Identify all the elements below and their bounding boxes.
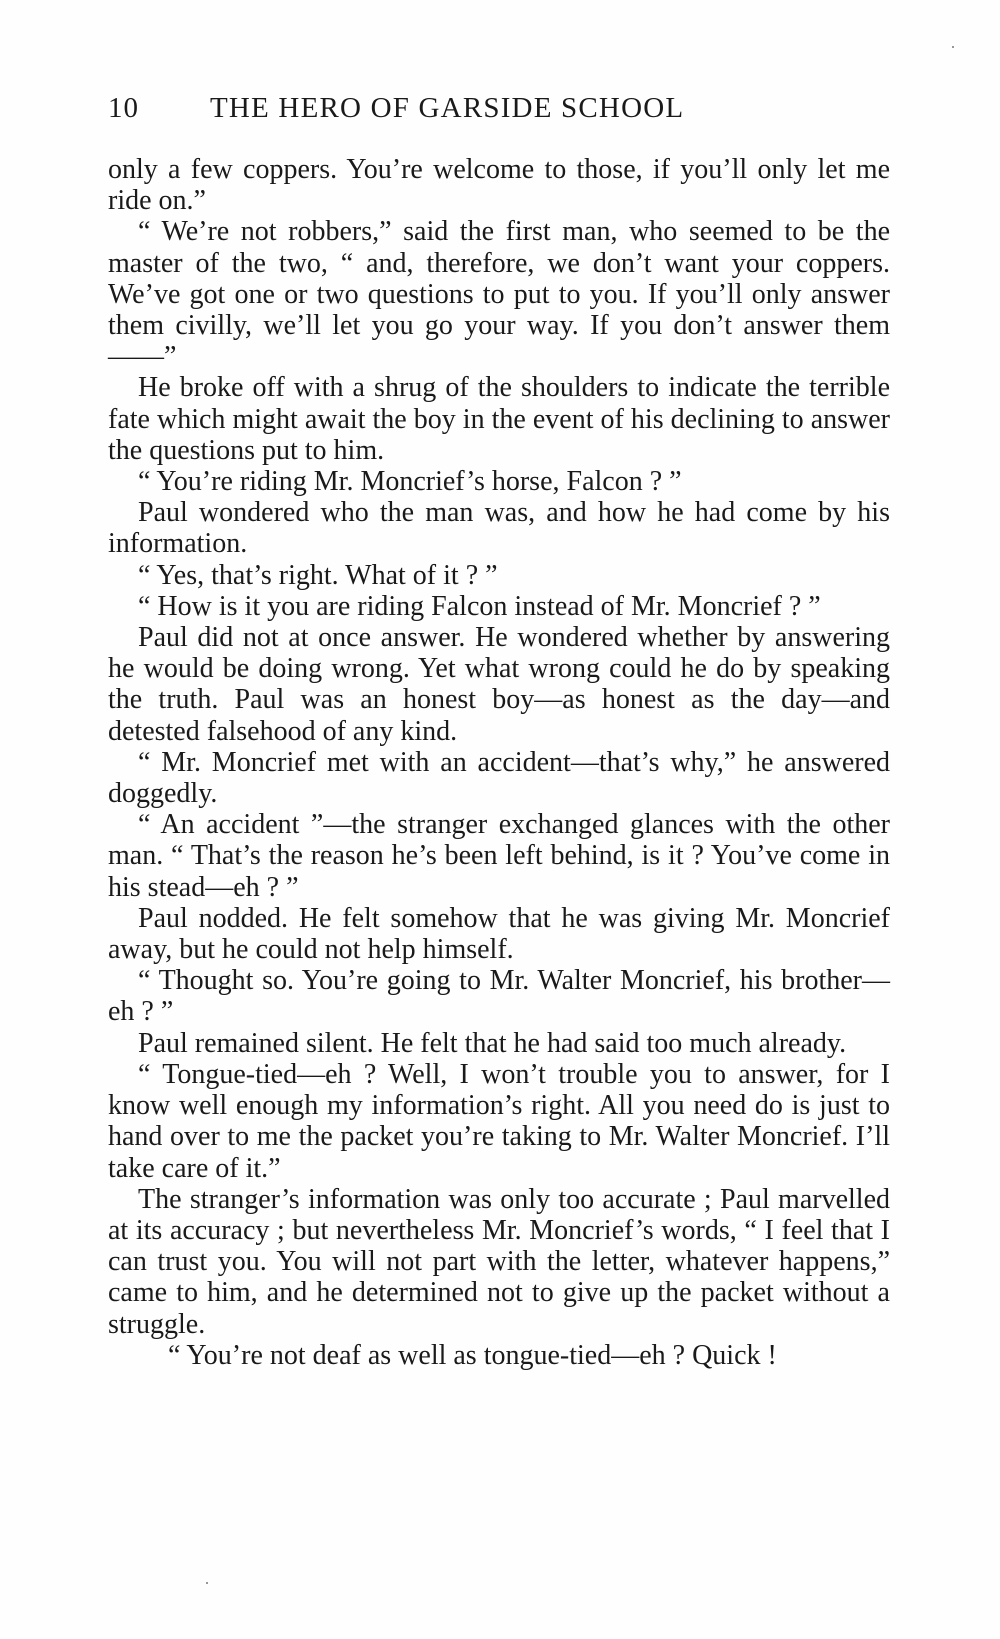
paragraph-14: “ Tongue-tied—eh ? Well, I won’t trouble you to answer, for I know well enough my information’s right. All you need do is just to hand over to me the packet you’re taking to Mr. Walter Moncrief. I’ll take care of it.” bbox=[108, 1058, 890, 1184]
paragraph-5: Paul wondered who the man was, and how he had come by his information. bbox=[108, 497, 890, 560]
paragraph-10: “ An accident ”—the stranger exchanged glances with the other man. “ That’s the reason he’s been left behind, is it ? You’ve come in his stead—eh ? ” bbox=[108, 809, 890, 903]
paragraph-8: Paul did not at once answer. He wondered whether by answering he would be doing wrong. Yet what wrong could he do by speaking the truth. Paul was an honest boy—as honest as the day—and detested falsehood of any kind. bbox=[108, 622, 890, 747]
paragraph-1: only a few coppers. You’re welcome to those, if you’ll only let me ride on.” bbox=[108, 154, 890, 217]
paragraph-6: “ Yes, that’s right. What of it ? ” bbox=[138, 559, 498, 591]
paragraph-7: “ How is it you are riding Falcon instead of Mr. Moncrief ? ” bbox=[138, 590, 821, 622]
page-number: 10 bbox=[108, 92, 139, 124]
paragraph-2: “ We’re not robbers,” said the first man, who seemed to be the master of the two, “ and, therefore, we don’t want your coppers. We’ve got one or two questions to put to you. If you’ll only answer them civilly, we’ll let you go your way. If you don’t answer them——” bbox=[108, 216, 890, 373]
paragraph-9: “ Mr. Moncrief met with an accident—that’s why,” he answered doggedly. bbox=[108, 746, 890, 810]
paragraph-11: Paul nodded. He felt somehow that he was giving Mr. Moncrief away, but he could not help himself. bbox=[108, 902, 890, 966]
paragraph-3: He broke off with a shrug of the shoulders to indicate the terrible fate which might await the boy in the event of his declining to answer the questions put to him. bbox=[108, 372, 890, 466]
body-text bbox=[108, 154, 890, 1371]
paragraph-4: “ You’re riding Mr. Moncrief’s horse, Falcon ? ” bbox=[138, 466, 682, 498]
paragraph-13: Paul remained silent. He felt that he had said too much already. bbox=[138, 1027, 847, 1059]
print-speck bbox=[952, 46, 954, 48]
paragraph-15: The stranger’s information was only too accurate ; Paul marvelled at its accuracy ; but nevertheless Mr. Moncrief’s words, “ I feel that I can trust you. You will not part with the letter, whatever happens,” came to him, and he determined not to give up the packet without a struggle. bbox=[108, 1183, 890, 1340]
paragraph-12: “ Thought so. You’re going to Mr. Walter Moncrief, his brother—eh ? ” bbox=[108, 965, 890, 1028]
book-title: THE HERO OF GARSIDE SCHOOL bbox=[210, 92, 685, 124]
paragraph-16: “ You’re not deaf as well as tongue-tied—eh ? Quick ! bbox=[168, 1339, 777, 1371]
running-head bbox=[108, 92, 898, 132]
print-speck bbox=[206, 1582, 208, 1584]
